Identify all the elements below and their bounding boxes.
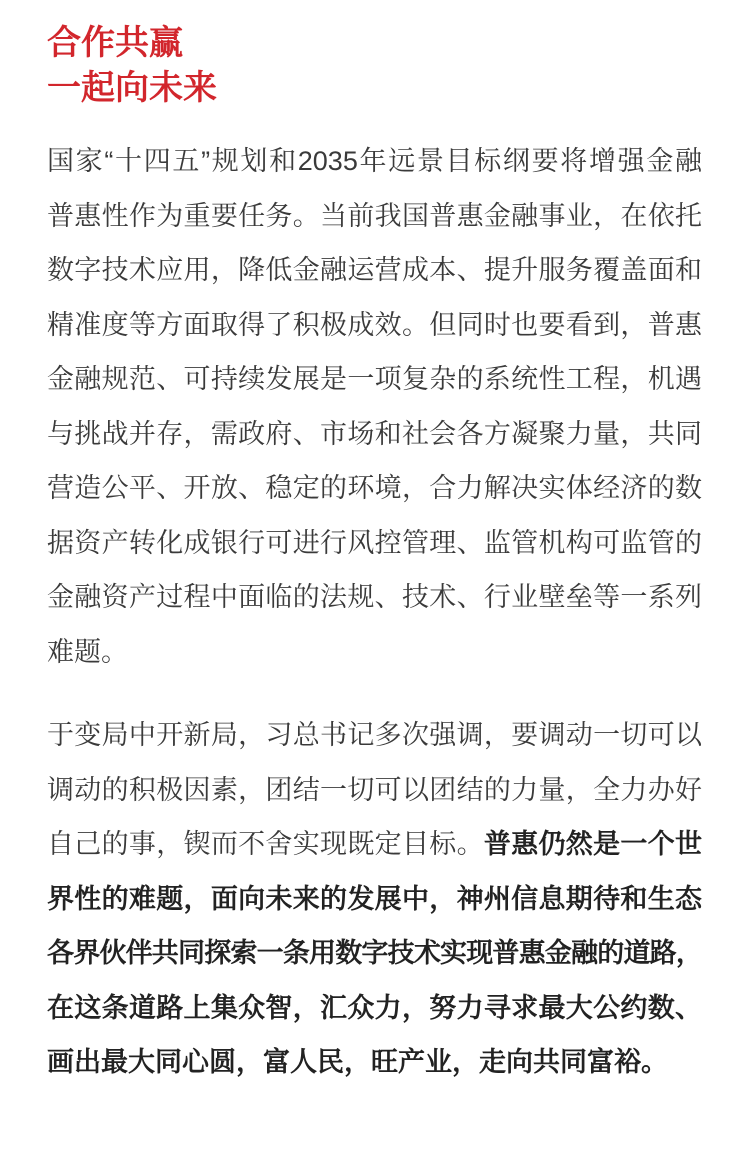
- bold-text-run: 在这条道路上集众智，汇众力，努力寻求最大公约数、: [47, 992, 702, 1023]
- text-line: [47, 926, 702, 981]
- text-run: 金融资产过程中面临的法规、技术、行业壁垒等一系列: [47, 582, 702, 612]
- text-line: [47, 352, 702, 407]
- bold-text-run: 界性的难题，面向未来的发展中，神州信息期待和生态: [47, 883, 702, 914]
- text-run: 自己的事，锲而不舍实现既定目标。: [47, 829, 484, 859]
- paragraph-2: [47, 708, 702, 1090]
- paragraph-1: [47, 134, 702, 679]
- text-line: [47, 625, 702, 680]
- text-run: 普惠性作为重要任务。当前我国普惠金融事业，在依托: [47, 200, 702, 231]
- bold-text-run: 画出最大同心圆，富人民，旺产业，走向共同富裕。: [47, 1047, 668, 1077]
- text-run: 数字技术应用，降低金融运营成本、提升服务覆盖面和: [47, 255, 702, 285]
- text-line: [47, 134, 702, 189]
- text-line: [47, 763, 702, 818]
- text-run: 与挑战并存，需政府、市场和社会各方凝聚力量，共同: [47, 418, 702, 449]
- text-line: [47, 708, 702, 763]
- text-line: [47, 981, 702, 1036]
- text-line: [47, 461, 702, 516]
- text-run: 金融规范、可持续发展是一项复杂的系统性工程，机遇: [47, 364, 702, 394]
- text-line: [47, 243, 702, 298]
- page-title-line-2: 一起向未来: [47, 69, 217, 107]
- text-run: 精准度等方面取得了积极成效。但同时也要看到，普惠: [47, 309, 702, 340]
- text-line: [47, 1035, 702, 1090]
- text-line: [47, 407, 702, 462]
- text-run: 难题。: [47, 636, 128, 667]
- text-line: [47, 817, 702, 872]
- text-line: [47, 189, 702, 244]
- text-run: 国家“十四五”规划和2035年远景目标纲要将增强金融: [47, 146, 702, 176]
- bold-text-run: 普惠仍然是一个世: [483, 829, 703, 859]
- text-line: [47, 570, 702, 625]
- text-run: 据资产转化成银行可进行风控管理、监管机构可监管的: [47, 527, 702, 558]
- bold-text-run: 各界伙伴共同探索一条用数字技术实现普惠金融的道路，: [47, 938, 702, 968]
- text-line: [47, 872, 702, 927]
- text-run: 调动的积极因素，团结一切可以团结的力量，全力办好: [47, 774, 702, 805]
- text-run: 营造公平、开放、稳定的环境，合力解决实体经济的数: [47, 473, 702, 503]
- article-body: [47, 134, 702, 1090]
- page-title: [47, 21, 702, 111]
- text-line: [47, 298, 702, 353]
- text-run: 于变局中开新局，习总书记多次强调，要调动一切可以: [47, 720, 702, 750]
- page-title-line-1: 合作共赢: [47, 24, 183, 62]
- text-line: [47, 516, 702, 571]
